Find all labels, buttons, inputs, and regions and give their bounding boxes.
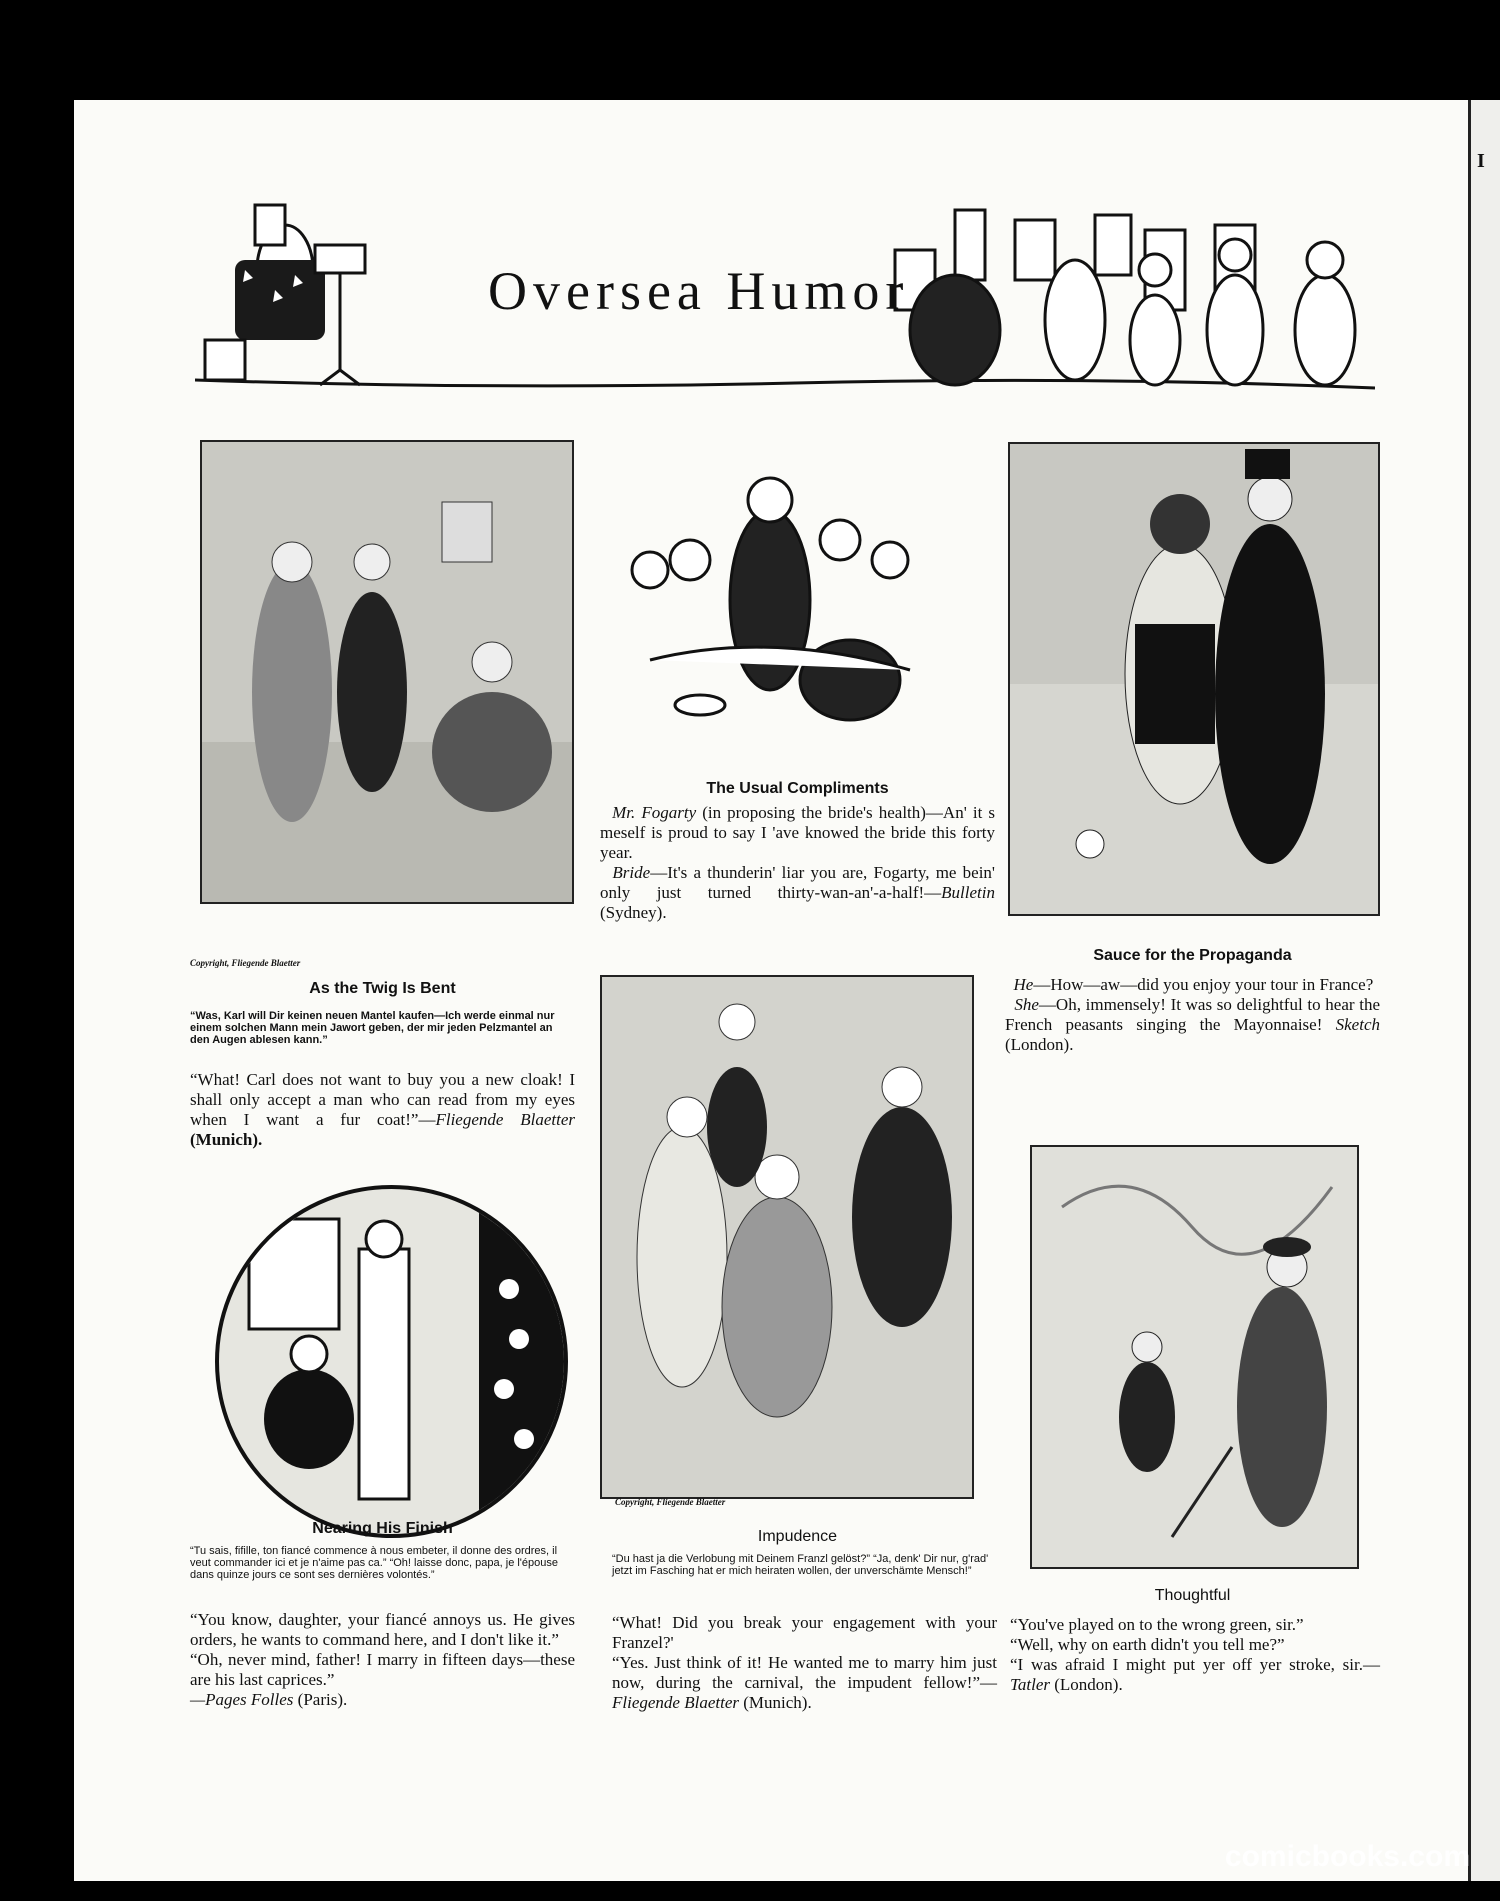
next-page-edge: I — [1468, 100, 1500, 1881]
story-title-thoughtful: Thoughtful — [1154, 1587, 1231, 1604]
illustration-compliments — [610, 450, 940, 760]
story-text-compliments: Mr. Fogarty (in proposing the bride's health)—An' it s meself is proud to say I 'ave knowed the bride this forty year. Bride—It's a thunderin' liar you are, Fogarty, me bein' only just turned thirty-wan-an'-a-half!—Bulletin (Sydney). — [600, 803, 995, 922]
crowd-figures — [895, 210, 1355, 385]
original-text-finish: “Tu sais, fifille, ton fiancé commence à nous embeter, il donne des ordres, il veut commander ici et je n'aime pas ca.” “Oh! laisse donc, papa, je l'épouse dans quinze jours ce sont ses dernières volontés.” — [190, 1545, 559, 1581]
story-title-impudence: Impudence — [757, 1528, 838, 1545]
story-text-finish: “You know, daughter, your fiancé annoys us. He gives orders, he wants to command here, and I don't like it.” “Oh, never mind, father! I marry in fifteen days—these are his last caprices.” —Pages Folles (Paris). — [190, 1610, 575, 1709]
illustration-finish — [215, 1185, 568, 1538]
story-title-sauce: Sauce for the Propaganda — [1093, 947, 1292, 964]
story-text-sauce: He—How—aw—did you enjoy your tour in France? She—Oh, immensely! It was so delightful to hear the French peasants singing the Mayonnaise! Sketch (London). — [1005, 975, 1380, 1054]
uncle-sam-figure — [205, 205, 365, 385]
illustration-impudence — [600, 975, 974, 1499]
original-text-impudence: “Du hast ja die Verlobung mit Deinem Franzl gelöst?” “Ja, denk' Dir nur, g'rad' jetzt im Fasching hat er mich heiraten wollen, der unverschämte Mensch!” — [612, 1553, 989, 1577]
site-watermark: comicbooks.com — [1224, 1840, 1470, 1873]
illustration-sauce — [1008, 442, 1380, 916]
illustration-thoughtful — [1030, 1145, 1359, 1569]
illustration-twig — [200, 440, 574, 904]
story-title-twig: As the Twig Is Bent — [309, 980, 456, 997]
credit-impudence: Copyright, Fliegende Blaetter — [615, 1497, 726, 1507]
credit-twig: Copyright, Fliegende Blaetter — [190, 958, 301, 968]
story-text-thoughtful: “You've played on to the wrong green, sir.” “Well, why on earth didn't you tell me?” “I was afraid I might put yer off yer stroke, sir.—Tatler (London). — [1010, 1615, 1380, 1694]
page-title: Oversea Humor — [488, 261, 910, 321]
story-text-twig: “What! Carl does not want to buy you a new cloak! I shall only accept a man who can read from my eyes when I want a fur coat!”—Fliegende Blaetter (Munich). — [190, 1070, 576, 1149]
story-title-compliments: The Usual Compliments — [706, 780, 889, 797]
story-text-impudence: “What! Did you break your engagement with your Franzel?' “Yes. Just think of it! He wanted me to marry him just now, during the carnival, the impudent fellow!”—Fliegende Blaetter (Munich). — [612, 1613, 997, 1712]
original-text-twig: “Was, Karl will Dir keinen neuen Mantel kaufen—Ich werde einmal nur einem solchen Mann mein Jawort geben, der mir jeden Pelzmantel an den Augen ablesen kann.” — [190, 1010, 555, 1046]
story-title-finish: Nearing His Finish — [312, 1520, 453, 1537]
